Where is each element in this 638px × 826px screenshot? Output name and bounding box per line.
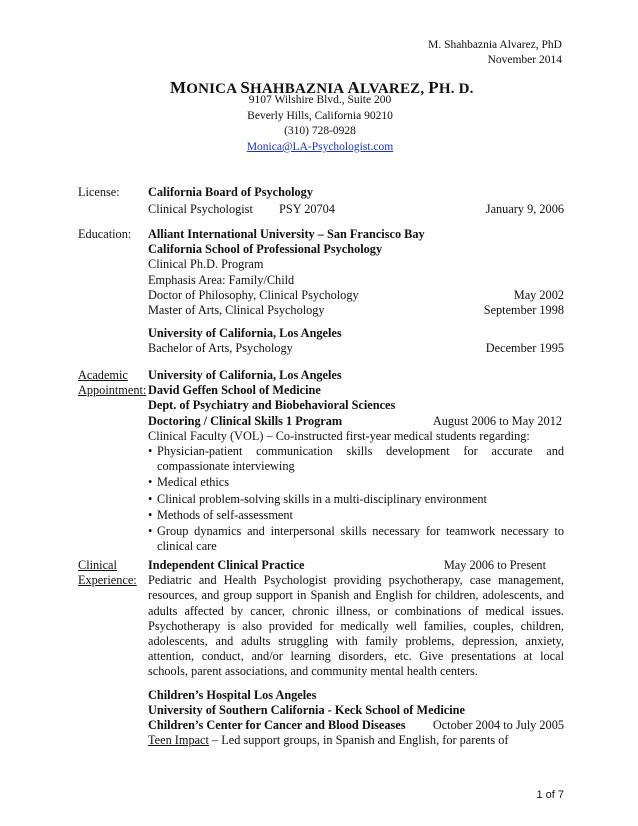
title-part: HAHBAZNIA xyxy=(250,81,348,97)
contact-block xyxy=(220,93,420,155)
label-line: Clinical xyxy=(78,558,117,572)
degree-date: December 1995 xyxy=(485,341,564,356)
license-date: January 9, 2006 xyxy=(485,202,564,217)
title-part: ONICA xyxy=(186,81,241,97)
school-name: David Geffen School of Medicine xyxy=(148,383,321,398)
teen-impact-description xyxy=(148,733,564,748)
degree: Doctor of Philosophy, Clinical Psychology xyxy=(148,287,359,302)
email-link[interactable]: Monica@LA-Psychologist.com xyxy=(246,140,394,153)
bullet-icon: • xyxy=(148,444,153,459)
list-item-text: Methods of self-assessment xyxy=(157,507,293,522)
page-header xyxy=(428,38,562,68)
list-item xyxy=(148,524,564,554)
degree: Master of Arts, Clinical Psychology xyxy=(148,303,325,318)
title-part: S xyxy=(240,78,251,97)
label-line: Appointment: xyxy=(78,383,147,398)
school-name: California School of Professional Psychology xyxy=(148,242,383,257)
school-name: University of California, Los Angeles xyxy=(148,326,342,341)
header-date: November 2014 xyxy=(487,54,562,66)
license-title: Clinical Psychologist xyxy=(148,202,253,217)
section-label xyxy=(78,368,148,398)
section-label: License: xyxy=(78,185,120,199)
label-line: Academic xyxy=(78,368,128,382)
bullet-icon: • xyxy=(148,475,153,490)
bullet-icon: • xyxy=(148,491,153,506)
emphasis: Emphasis Area: Family/Child xyxy=(148,272,295,287)
teen-impact-text: – Led support groups, in Spanish and English, for parents of xyxy=(208,733,509,748)
list-item-text: Clinical problem-solving skills in a multi-disciplinary environment xyxy=(157,491,487,506)
school-name: Alliant International University – San Francisco Bay xyxy=(148,227,425,241)
bullet-icon: • xyxy=(148,524,153,539)
bullet-icon: • xyxy=(148,507,153,522)
title-part: M xyxy=(170,78,187,97)
university-name: University of Southern California - Keck School of Medicine xyxy=(148,702,465,717)
practice-description: Pediatric and Health Psychologist providing psychotherapy, case management, resources, and group support in Spanish and English for children, adolescents, and adults affected by cancer, chronic illness, or combinations of medical issues. Psychotherapy is also provided for medically well families, couples, children, adolescents, and adults struggling with family problems, depression, anxiety, attention, conduct, and/or learning disorders, etc. Give presentations at local schools, parent associations, and community mental health centers. xyxy=(148,573,564,679)
department: Dept. of Psychiatry and Biobehavioral Sciences xyxy=(148,398,396,413)
center-name: Children’s Center for Cancer and Blood Diseases xyxy=(148,718,406,733)
header-name: M. Shahbaznia Alvarez, PhD xyxy=(428,39,562,51)
title-part: P xyxy=(428,78,439,97)
practice-dates: May 2006 to Present xyxy=(443,558,546,572)
list-item-text: Medical ethics xyxy=(157,475,230,490)
program-name: Clinical Ph.D. Program xyxy=(148,257,264,272)
label-line: Experience: xyxy=(78,573,137,588)
title-part: LVAREZ, xyxy=(359,81,429,97)
teen-impact-title: Teen Impact xyxy=(148,733,209,748)
section-label xyxy=(78,558,148,588)
school-name: University of California, Los Angeles xyxy=(148,368,342,382)
list-item-text: Physician-patient communication skills development for accurate and compassionate interviewing xyxy=(157,444,564,474)
list-item xyxy=(148,444,564,474)
page-number: 1 of 7 xyxy=(536,789,564,801)
practice-name: Independent Clinical Practice xyxy=(148,558,305,572)
list-item-text: Group dynamics and interpersonal skills necessary for teamwork necessary to clinical care xyxy=(157,524,564,554)
license-number: PSY 20704 xyxy=(279,202,335,217)
center-dates: October 2004 to July 2005 xyxy=(432,718,564,733)
section-label: Education: xyxy=(78,227,132,241)
faculty-description: Clinical Faculty (VOL) – Co-instructed first-year medical students regarding: xyxy=(148,428,530,443)
list-item xyxy=(148,475,564,490)
program-name: Doctoring / Clinical Skills 1 Program xyxy=(148,413,343,428)
phone-number: (310) 728-0928 xyxy=(284,125,356,138)
address-line-1: 9107 Wilshire Blvd., Suite 200 xyxy=(248,94,392,106)
title-part: H. D. xyxy=(438,81,474,97)
address-line-2: Beverly Hills, California 90210 xyxy=(247,109,393,122)
hospital-name: Children’s Hospital Los Angeles xyxy=(148,687,317,702)
list-item xyxy=(148,492,564,507)
degree-date: September 1998 xyxy=(483,303,564,318)
degree: Bachelor of Arts, Psychology xyxy=(148,341,293,356)
program-dates: August 2006 to May 2012 xyxy=(432,413,562,428)
list-item xyxy=(148,508,564,523)
degree-date: May 2002 xyxy=(513,287,564,302)
license-board: California Board of Psychology xyxy=(148,185,313,199)
title-part: A xyxy=(347,78,360,97)
